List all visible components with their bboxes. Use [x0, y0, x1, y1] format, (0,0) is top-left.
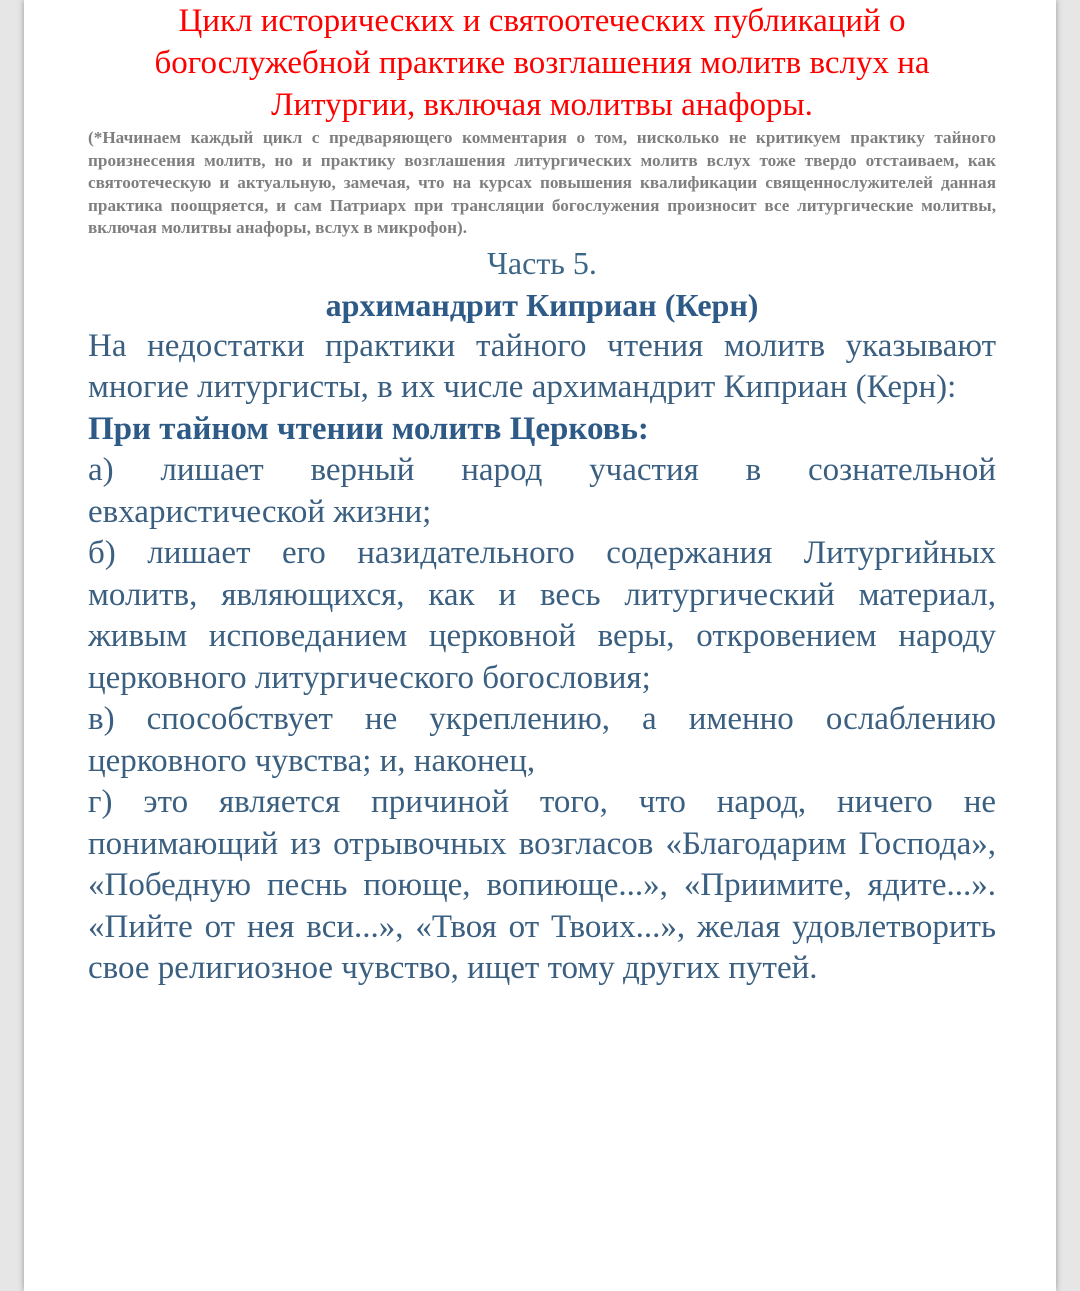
list-item-c: в) способствует не укреплению, а именно ослаблению церковного чувства; и, наконец,	[88, 701, 996, 779]
list-item-b: б) лишает его назидательного содержания Литургийных молитв, являющихся, как и весь литургический материал, живым исповеданием церковной веры, откровением народу церковного литургического богословия;	[88, 535, 996, 696]
intro-note: (*Начинаем каждый цикл с предваряющего комментария о том, нисколько не критикуем практику тайного произнесения молитв, но и практику возглашения литургических молитв вслух тоже твердо отстаиваем, как святоотеческую и актуальную, замечая, что на курсах повышения квалификации священнослужителей данная практика поощряется, и сам Патриарх при трансляции богослужения произносит все литургические молитвы, включая молитвы анафоры, вслух в микрофон).	[88, 128, 996, 237]
list-item-d: г) это является причиной того, что народ, ничего не понимающий из отрывочных возгласов «Благодарим Господа», «Победную песнь поюще, вопиюще...», «Приимите, ядите...». «Пийте от нея вси...», «Твоя от Твоих...», желая удовлетворить свое религиозное чувство, ищет тому других путей.	[88, 784, 996, 986]
intro-paragraph: На недостатки практики тайного чтения молитв указывают многие литургисты, в их числе архимандрит Киприан (Керн):	[88, 327, 996, 405]
list-item-a: а) лишает верный народ участия в сознательной евхаристической жизни;	[88, 452, 996, 530]
part-number: Часть 5.	[487, 244, 597, 281]
author-heading: архимандрит Киприан (Керн)	[325, 286, 759, 323]
document-title: Цикл исторических и святоотеческих публикаций о богослужебной практике возглашения молитв вслух на Литургии, включая молитвы анафоры.	[154, 3, 930, 123]
list-heading: При тайном чтении молитв Церковь:	[88, 410, 649, 447]
document-content	[88, 0, 996, 990]
document-page	[24, 0, 1056, 1291]
